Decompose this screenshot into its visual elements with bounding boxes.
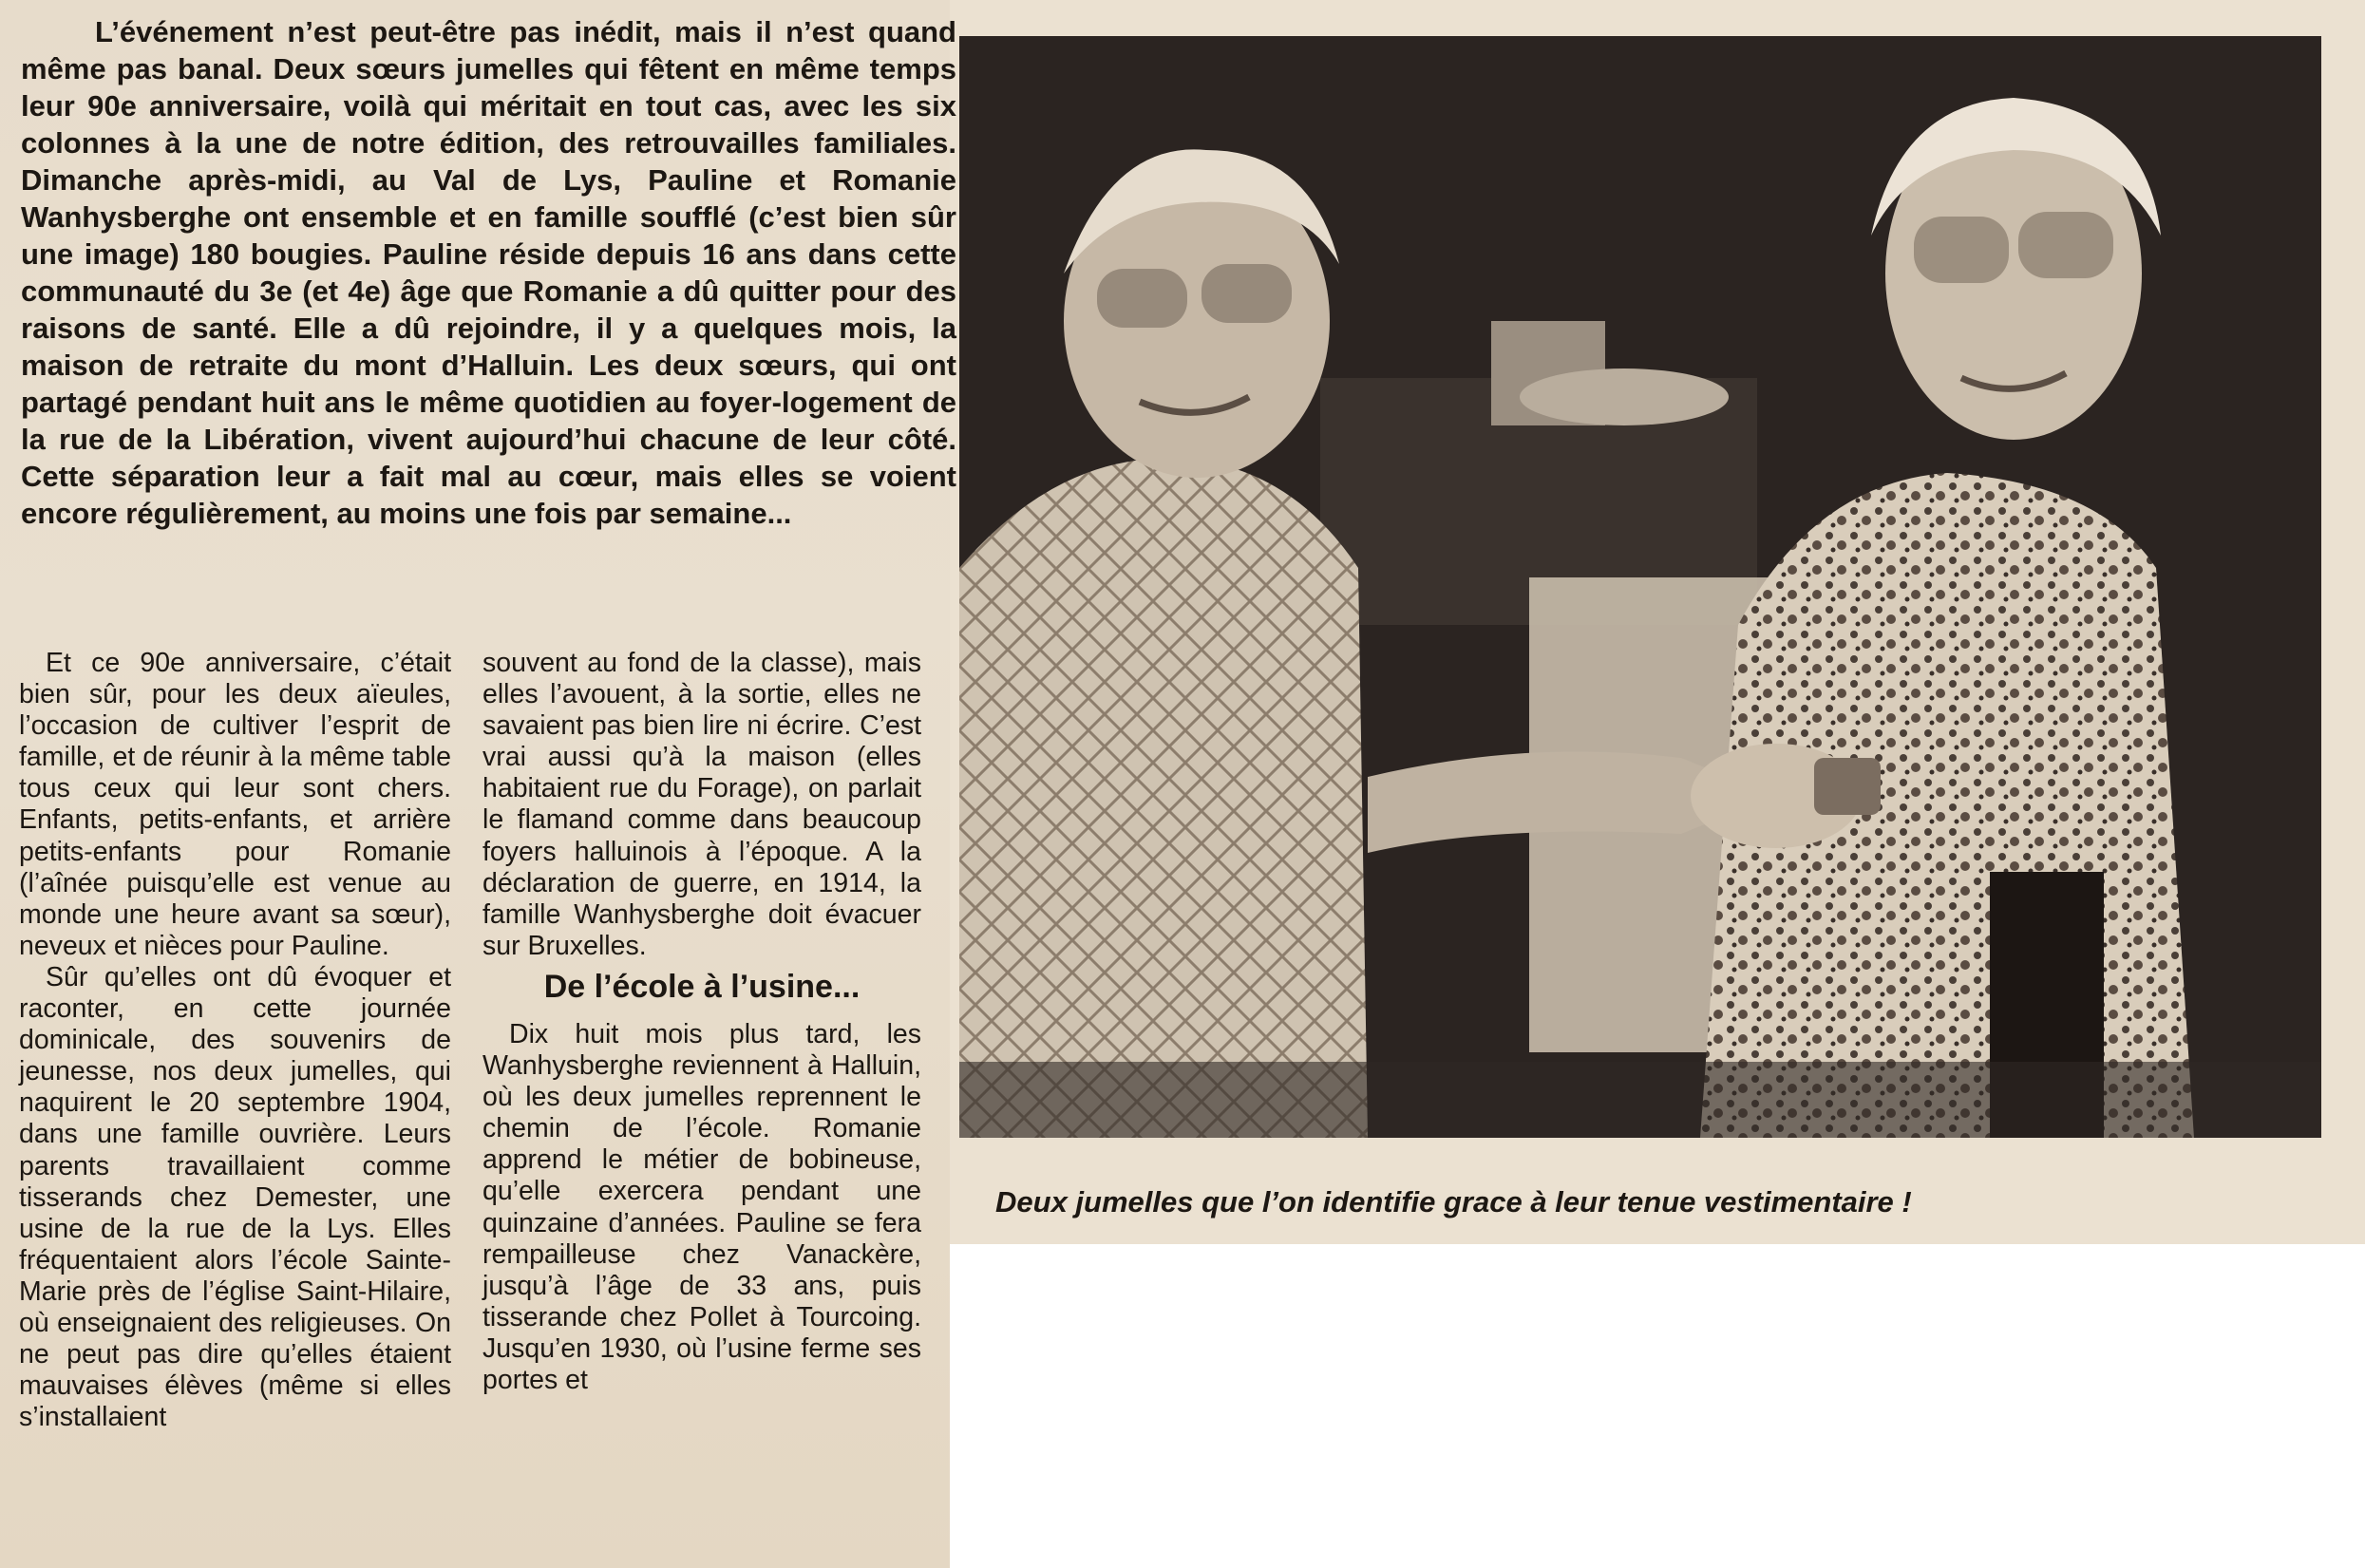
paragraph: Et ce 90e anniversaire, c’était bien sûr, pour les deux aïeules, l’occasion de cultiver l’esprit de famille, et de réunir à la même table tous ceux qui leur sont chers. Enfants, petits-enfants, et arrière petits-enfants pour Romanie (l’aînée puisqu’elle est venue au monde une heure avant sa sœur), neveux et nièces pour Pauline. (19, 648, 451, 961)
photo-illustration (959, 36, 2321, 1138)
article-subheading: De l’école à l’usine... (543, 968, 861, 1005)
photo-caption: Deux jumelles que l’on identifie grace à leur tenue vestimentaire ! (995, 1185, 1912, 1219)
article-column-2 (482, 648, 921, 1396)
paragraph: souvent au fond de la classe), mais elles l’avouent, à la sortie, elles ne savaient pas bien lire ni écrire. C’est vrai aussi qu’à la maison (elles habitaient rue du Forage), on parlait le flamand comme dans beaucoup foyers halluinois à l’époque. A la déclaration de guerre, en 1914, la famille Wanhysberghe doit évacuer sur Bruxelles. (482, 648, 921, 961)
article-photo (959, 36, 2321, 1138)
paragraph: Sûr qu’elles ont dû évoquer et raconter, en cette journée dominicale, des souvenirs de jeunesse, nos deux jumelles, qui naquirent le 20 septembre 1904, dans une famille ouvrière. Leurs parents travaillaient comme tisserands chez Demester, une usine de la rue de la Lys. Elles fréquentaient alors l’école Sainte-Marie près de l’église Saint-Hilaire, où enseignaient des religieuses. On ne peut pas dire qu’elles étaient mauvaises élèves (même si elles s’installaient (19, 961, 451, 1433)
article-lead: L’événement n’est peut-être pas inédit, mais il n’est quand même pas banal. Deux sœurs jumelles qui fêtent en même temps leur 90e anniversaire, voilà qui méritait en tout cas, avec les six colonnes à la une de notre édition, des retrouvailles familiales. Dimanche après-midi, au Val de Lys, Pauline et Romanie Wanhysberghe ont ensemble et en famille soufflé (c’est bien sûr une image) 180 bougies. Pauline réside depuis 16 ans dans cette communauté du 3e (et 4e) âge que Romanie a dû quitter pour des raisons de santé. Elle a dû rejoindre, il y a quelques mois, la maison de retraite du mont d’Halluin. Les deux sœurs, qui ont partagé pendant huit ans le même quotidien au foyer-logement de la rue de la Libération, vivent aujourd’hui chacune de leur côté. Cette séparation leur a fait mal au cœur, mais elles se voient encore régulièrement, au moins une fois par semaine... (21, 15, 956, 530)
article-column-1 (19, 648, 451, 1433)
paragraph: Dix huit mois plus tard, les Wanhysberghe reviennent à Halluin, où les deux jumelles reprennent le chemin de l’école. Romanie apprend le métier de bobineuse, qu’elle exercera pendant une quinzaine d’années. Pauline se fera rempailleuse chez Vanackère, jusqu’à l’âge de 33 ans, puis tisserande chez Pollet à Tourcoing. Jusqu’en 1930, où l’usine ferme ses portes et (482, 1018, 921, 1395)
